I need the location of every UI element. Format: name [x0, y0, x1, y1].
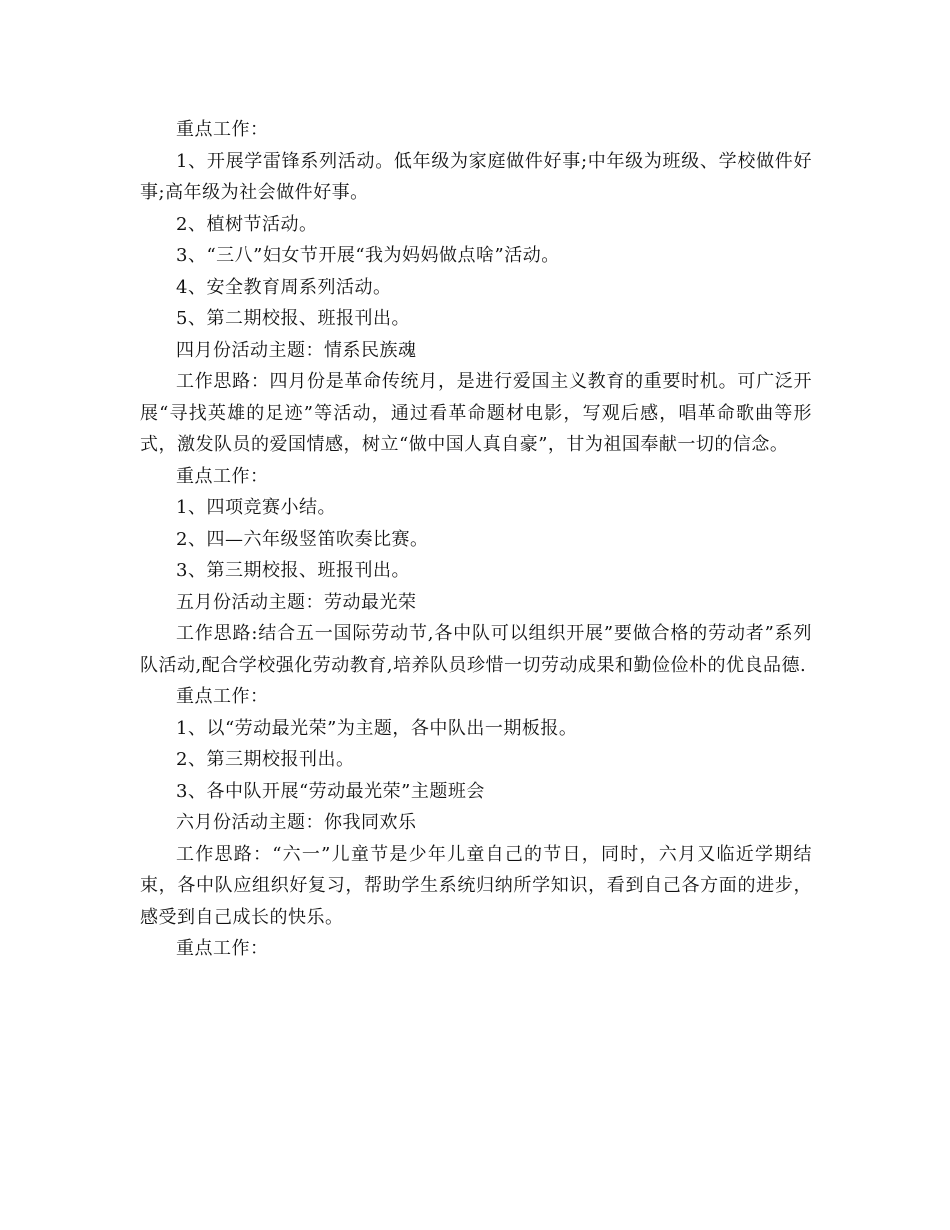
list-item-10: 2、第三期校报刊出。 — [176, 749, 355, 770]
april-theme: 四月份活动主题：情系民族魂 — [176, 339, 417, 361]
list-item-3: 3、“三八”妇女节开展“我为妈妈做点啥”活动。 — [176, 245, 560, 266]
list-item-11: 3、各中队开展“劳动最光荣”主题班会 — [176, 780, 485, 802]
april-work-ideas: 工作思路：四月份是革命传统月，是进行爱国主义教育的重要时机。可广泛开展“寻找英雄的足迹”等活动，通过看革命题材电影，写观后感，唱革命歌曲等形式，激发队员的爱国情感，树立“做中国人真自豪”，甘为祖国奉献一切的信念。 — [140, 371, 812, 455]
list-item-5: 5、第二期校报、班报刊出。 — [176, 308, 410, 329]
list-item-7: 2、四—六年级竖笛吹奏比赛。 — [176, 528, 429, 550]
june-theme: 六月份活动主题：你我同欢乐 — [176, 812, 417, 833]
may-theme: 五月份活动主题：劳动最光荣 — [176, 591, 417, 613]
heading-key-work-1: 重点工作： — [176, 119, 269, 140]
list-item-1: 1、开展学雷锋系列活动。低年级为家庭做件好事;中年级为班级、学校做件好事;高年级为社会做件好事。 — [140, 150, 812, 203]
list-item-8: 3、第三期校报、班报刊出。 — [176, 560, 410, 581]
list-item-2: 2、植树节活动。 — [176, 213, 318, 235]
heading-key-work-3: 重点工作： — [176, 686, 269, 707]
list-item-6: 1、四项竞赛小结。 — [176, 497, 336, 518]
list-item-4: 4、安全教育周系列活动。 — [176, 276, 392, 298]
list-item-9: 1、以“劳动最光荣”为主题，各中队出一期板报。 — [176, 717, 578, 739]
may-work-ideas: 工作思路:结合五一国际劳动节,各中队可以组织开展”要做合格的劳动者”系列队活动,配合学校强化劳动教育,培养队员珍惜一切劳动成果和勤俭俭朴的优良品德. — [140, 623, 812, 676]
heading-key-work-2: 重点工作： — [176, 465, 269, 487]
heading-key-work-4: 重点工作： — [176, 938, 269, 959]
june-work-ideas: 工作思路：“六一”儿童节是少年儿童自己的节日，同时，六月又临近学期结束，各中队应组织好复习，帮助学生系统归纳所学知识，看到自己各方面的进步，感受到自己成长的快乐。 — [140, 843, 812, 928]
document-page — [140, 114, 812, 965]
